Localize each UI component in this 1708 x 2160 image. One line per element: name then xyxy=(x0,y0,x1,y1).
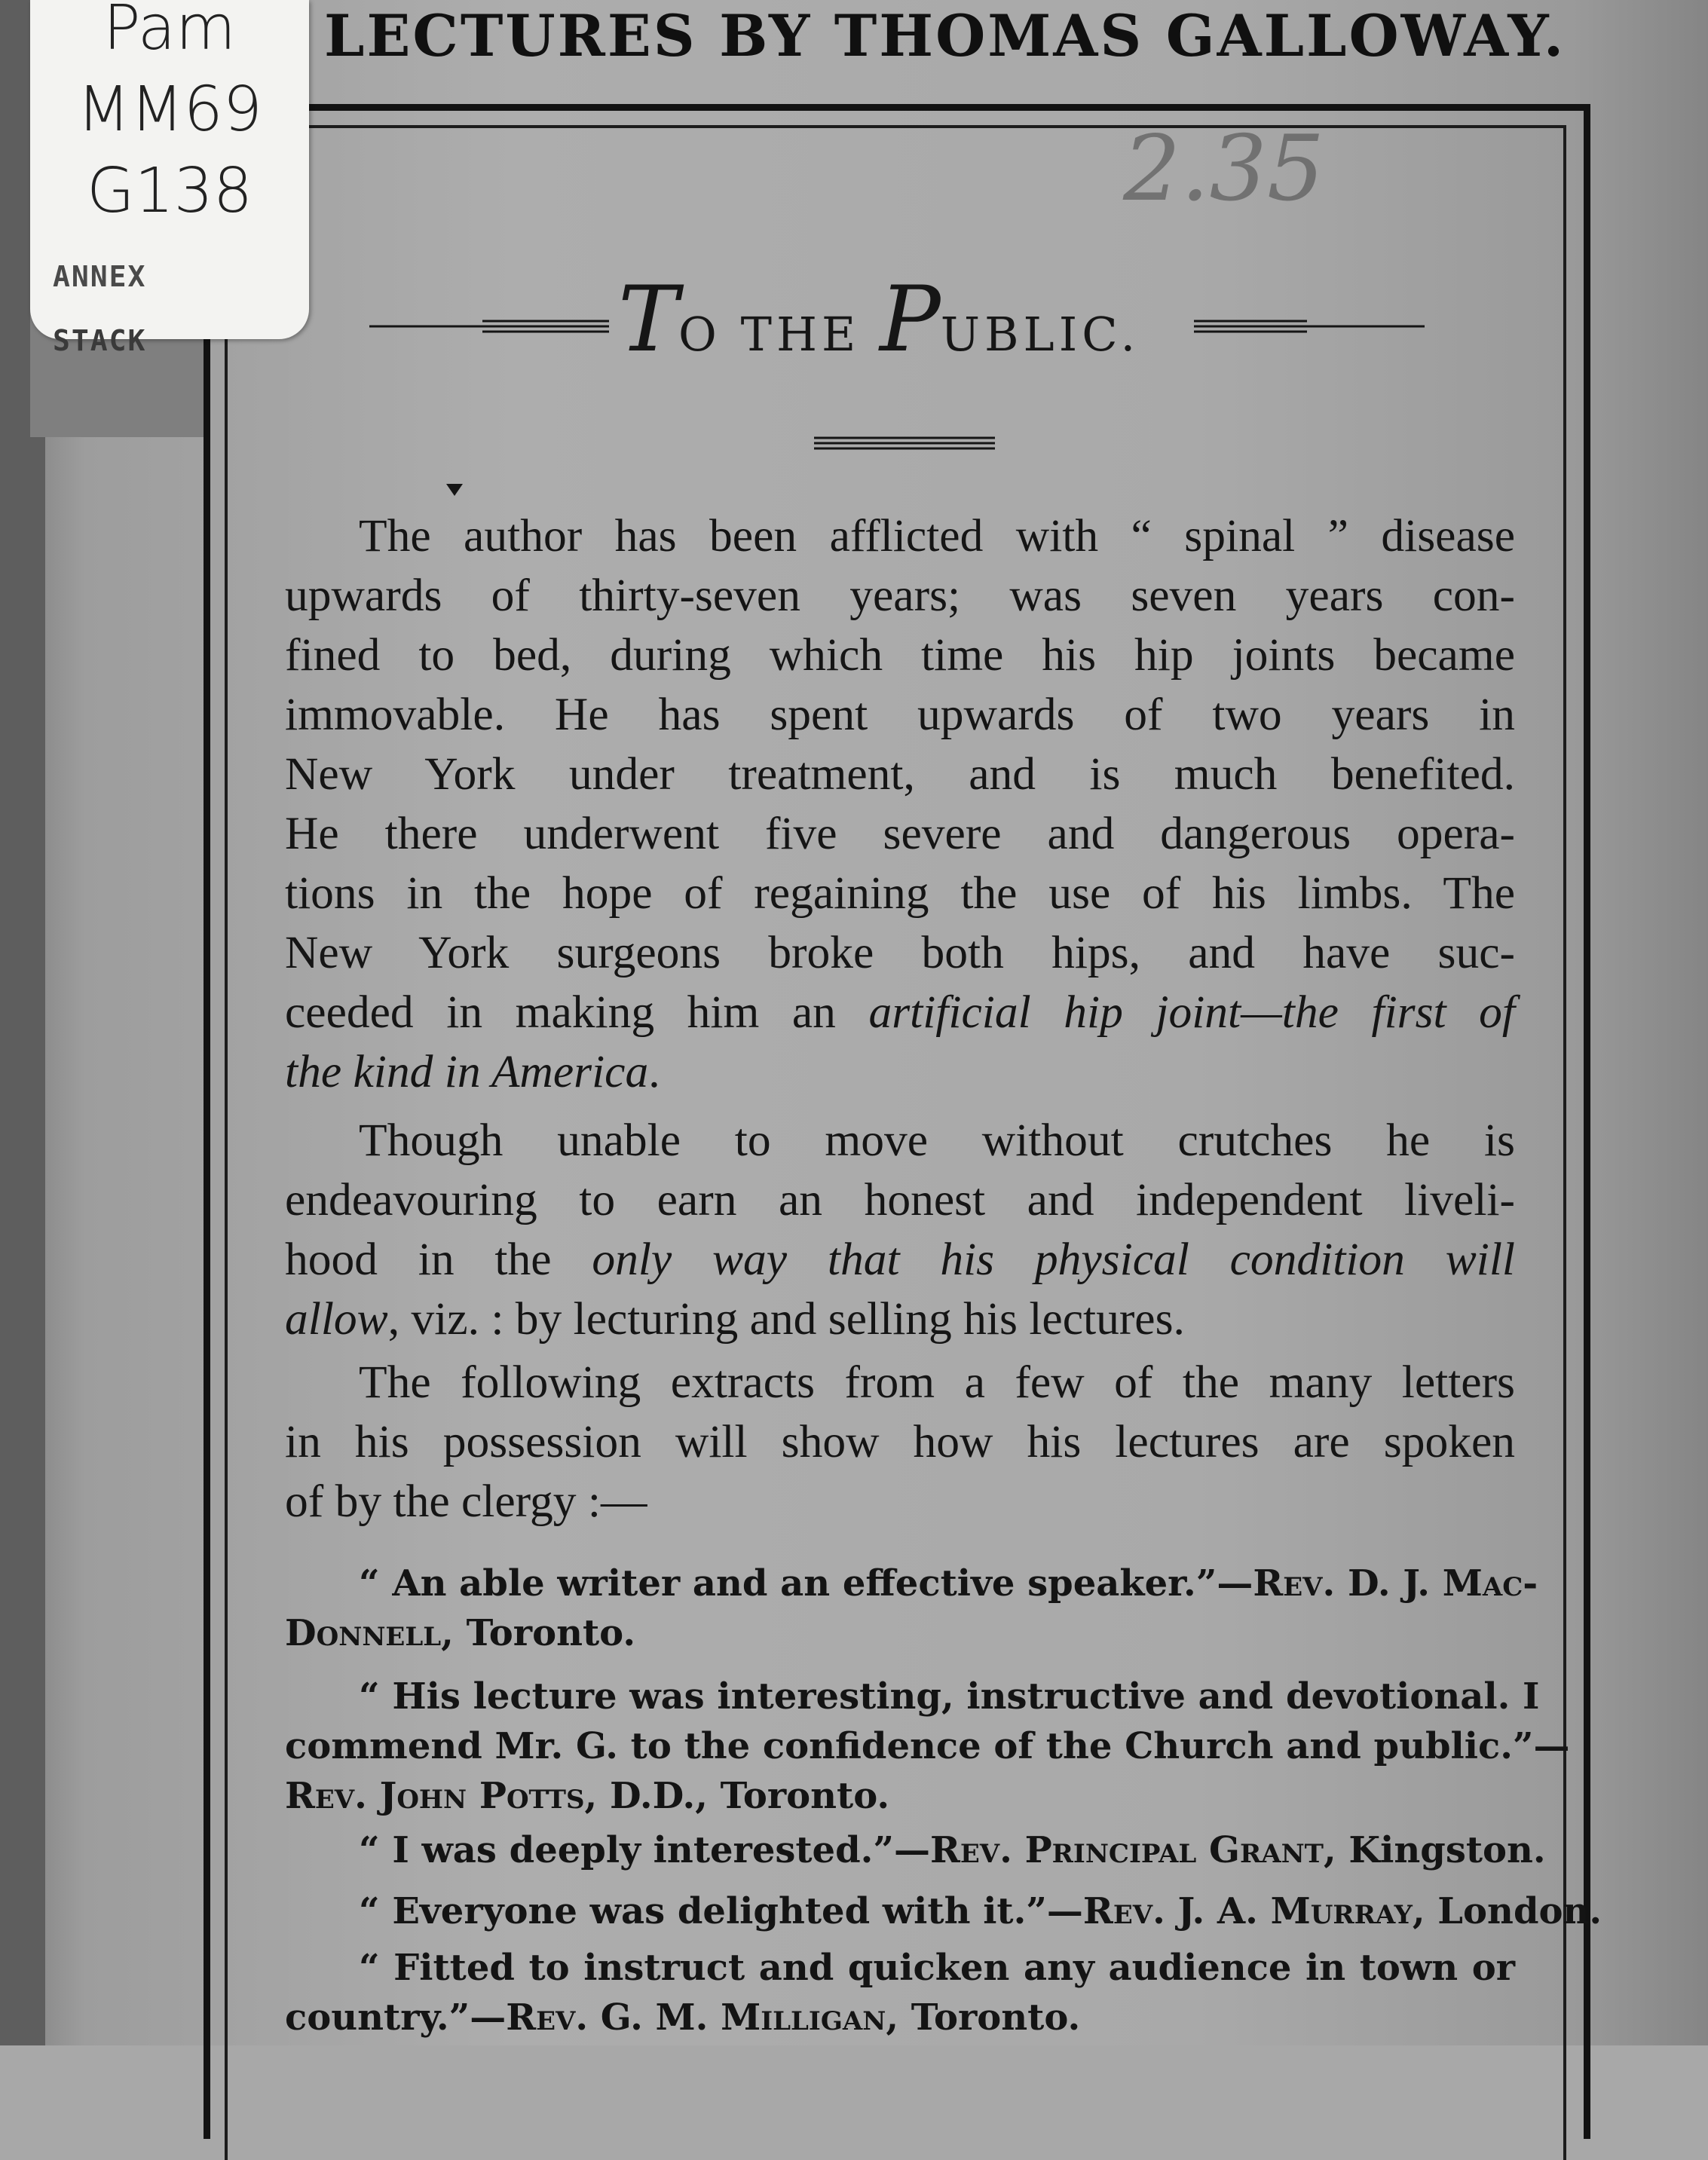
testimonial-macdonnell xyxy=(285,1559,1538,1658)
testimonial-potts xyxy=(285,1672,1570,1821)
text-line xyxy=(285,1886,1602,1936)
paragraph-author-history xyxy=(285,506,1515,1102)
pencil-annotation: 2.35 xyxy=(1123,117,1325,222)
quote-location: , Toronto. xyxy=(886,1996,1081,2039)
section-heading xyxy=(618,268,1191,381)
text-line xyxy=(285,1993,1515,2042)
text-line: endeavouring to earn an honest and independent liveli- xyxy=(285,1174,1515,1225)
italic-text-run: only way that his physical condition will xyxy=(592,1234,1515,1285)
heading-underline-ornament xyxy=(814,433,995,453)
quote-text: “ I was deeply interested.”— xyxy=(359,1829,930,1871)
quote-attribution: Rev. J. A. Murray xyxy=(1082,1890,1413,1932)
text-line: in his possession will show how his lectures are spoken xyxy=(285,1416,1515,1467)
testimonial-milligan xyxy=(285,1943,1515,2042)
text-line xyxy=(285,1608,1515,1658)
text-run: ceeded in making him an xyxy=(285,987,869,1038)
quote-location: , London. xyxy=(1412,1890,1602,1932)
text-line: tions in the hope of regaining the use of his limbs. The xyxy=(285,867,1515,919)
quote-attribution: Rev. John Potts xyxy=(285,1775,585,1817)
quote-text: country.”— xyxy=(285,1996,507,2039)
quote-location: , D.D., Toronto. xyxy=(584,1775,890,1817)
testimonial-murray xyxy=(285,1886,1602,1936)
text-line xyxy=(285,1771,1515,1821)
quote-attribution: Rev. D. J. Mac- xyxy=(1253,1562,1538,1605)
stack-stamp: STACK xyxy=(53,324,147,357)
text-line: immovable. He has spent upwards of two years in xyxy=(285,689,1515,740)
annex-stamp: ANNEX xyxy=(53,260,147,293)
italic-text-run: artificial hip joint—the first of xyxy=(868,987,1515,1038)
quote-location: , Kingston. xyxy=(1323,1829,1546,1871)
heading-rule-left xyxy=(369,315,609,338)
text-line xyxy=(285,1559,1538,1608)
text-run: . xyxy=(648,1046,660,1097)
heading-initial-p: P xyxy=(879,268,941,372)
text-run: hood in the xyxy=(285,1234,592,1285)
text-line: “ Fitted to instruct and quicken any audience in town or xyxy=(359,1947,1515,1989)
quote-location: , Toronto. xyxy=(441,1612,636,1654)
text-line: The author has been afflicted with “ spinal ” disease xyxy=(359,510,1515,561)
italic-text-run: the kind in America xyxy=(285,1046,649,1097)
text-line: New York surgeons broke both hips, and have suc- xyxy=(285,927,1515,978)
page-header-title: LECTURES BY THOMAS GALLOWAY. xyxy=(324,2,1566,69)
italic-text-run: allow xyxy=(285,1293,388,1345)
text-line: The following extracts from a few of the many letters xyxy=(359,1357,1515,1408)
text-line xyxy=(285,983,1515,1042)
text-line: of by the clergy :— xyxy=(285,1476,647,1527)
call-number-line-2: MM69 xyxy=(77,74,262,145)
text-line: New York under treatment, and is much benefited. xyxy=(285,748,1515,800)
text-line: “ His lecture was interesting, instructive and devotional. I xyxy=(359,1675,1540,1718)
heading-initial-t: T xyxy=(618,268,679,372)
text-line xyxy=(285,1290,1515,1349)
text-line: fined to bed, during which time his hip joints became xyxy=(285,629,1515,681)
quote-text: “ Everyone was delighted with it.”— xyxy=(359,1890,1083,1932)
text-line xyxy=(285,1042,1515,1102)
quote-text: “ An able writer and an effective speaker.”— xyxy=(359,1562,1253,1605)
text-line: He there underwent five severe and dangerous opera- xyxy=(285,808,1515,859)
text-line: Though unable to move without crutches he is xyxy=(359,1115,1515,1166)
quote-attribution: Rev. G. M. Milligan xyxy=(506,1996,886,2039)
printer-mark xyxy=(446,482,463,497)
text-line: commend Mr. G. to the confidence of the Church and public.”— xyxy=(285,1725,1570,1767)
text-line: upwards of thirty-seven years; was seven years con- xyxy=(285,570,1515,621)
text-line xyxy=(285,1825,1546,1875)
paragraph-extracts-intro xyxy=(285,1353,1515,1531)
text-run: , viz. : by lecturing and selling his lectures. xyxy=(387,1293,1185,1345)
paragraph-livelihood xyxy=(285,1111,1515,1349)
quote-attribution: Rev. Principal Grant xyxy=(929,1829,1324,1871)
testimonial-grant xyxy=(285,1825,1546,1875)
call-number-line-1: Pam xyxy=(103,0,236,64)
heading-text-1: O THE xyxy=(678,307,880,362)
heading-rule-right xyxy=(1194,315,1425,338)
text-line xyxy=(285,1230,1515,1290)
heading-text-2: UBLIC. xyxy=(940,307,1140,362)
call-number-line-3: G138 xyxy=(86,155,253,227)
quote-attribution: Donnell xyxy=(285,1612,442,1654)
